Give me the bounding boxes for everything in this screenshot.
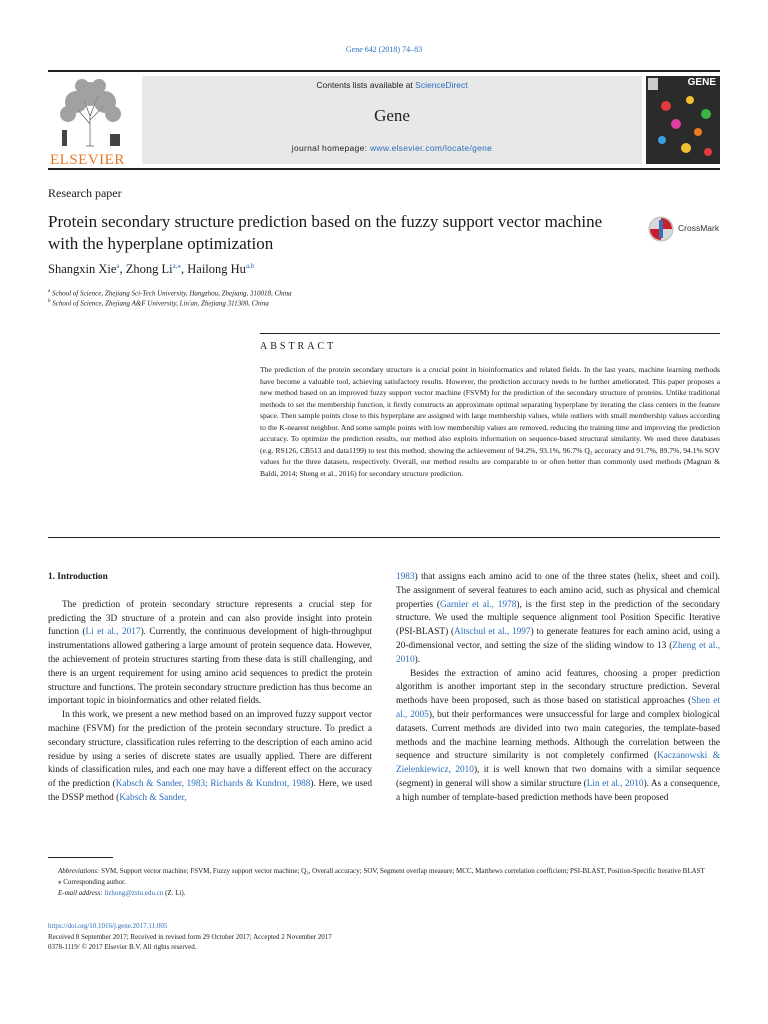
publication-info bbox=[48, 921, 720, 953]
intro-left-paragraphs bbox=[48, 599, 372, 806]
author[interactable]: Hailong Hu$^{a,b}$ bbox=[187, 262, 255, 277]
abstract-bottom-rule bbox=[48, 537, 720, 538]
abstract-text: The prediction of the protein secondary structure is a crucial point in bioinformatics and related fields. In the last years, machine learning methods have become a valuable tool, achieving satisfactory results. However, the prediction accuracy needs to be further ameliorated. This paper proposes a new method based on an improved fuzzy support vector machine (FSVM) for the prediction of the secondary structure of proteins. Unlike traditional methods to set the membership function, it firstly constructs an approximate optimal separating hyperplane by iterating the class centers in the feature space. Then sample points close to this hyperplane are assigned with large membership values, while outliers with small membership values according to the K-nearest neighbor. And some sample points with low membership values are removed, reducing the training time and improving the prediction accuracy. To optimize the prediction results, our method also exploits information on sequence-based structural similarity. We used three databases (e.g. RS126, CB513 and data1199) to test this method, showing the achievement of 94.2%, 93.1%, 96.7% Q₃ accuracy and 91.7%, 89.7%, 94.1% SOV values for the three datasets, respectively. Overall, our method results are comparable to or often better than commonly used methods (Magnan & Baldi, 2014; Sheng et al., 2016) for secondary structure prediction. bbox=[260, 365, 720, 478]
corresponding-footnote: ⁎ Corresponding author. bbox=[58, 878, 126, 886]
journal-homepage: journal homepage: www.elsevier.com/locate/gene bbox=[291, 143, 493, 153]
journal-masthead bbox=[48, 70, 720, 166]
reference-link[interactable]: Zheng et al., 2010 bbox=[396, 640, 720, 665]
section-heading: 1. Introduction bbox=[48, 572, 108, 582]
paragraph bbox=[396, 668, 720, 806]
paragraph-text: ). Here, we used the DSSP method ( bbox=[48, 779, 372, 803]
crossmark-icon bbox=[648, 214, 674, 244]
author[interactable]: Shangxin Xie$^a$ bbox=[48, 262, 120, 277]
reference-link[interactable]: Garnier et al., 1978 bbox=[440, 599, 517, 610]
abstract-section bbox=[260, 333, 720, 479]
abbreviations-footnote: Abbreviations: SVM, Support vector machine; FSVM, Fuzzy support vector machine; Q₃, Overall accuracy; SOV, Segment overlap measure; MCC, Matthews correlation coefficient; PSI-BLAST, Position-Specific Iterative BLAST bbox=[58, 867, 705, 875]
contents-line: Contents lists available at ScienceDirect bbox=[316, 80, 468, 90]
paragraph-text: ), is the first step in the prediction of the secondary structure. We used the multiple sequence alignment tool Position Specific Iterative (PSI-BLAST) ( bbox=[396, 599, 720, 638]
paragraph-text: ). Currently, the continuous development of high-throughput instrumentations allowed gathering a large amount of protein sequence data. However, the achievement of protein structures starting from these data is still challenging, and there is an urgent requirement for using amino acid sequences to predict the protein structure and functions. The protein secondary structure prediction has thus become an important topic in bioinformatics and other related fields. bbox=[48, 627, 372, 707]
paragraph bbox=[48, 709, 372, 806]
paragraph-text: ) that assigns each amino acid to one of the three states (helix, sheet and coil). The assignment of several features to each amino acid, such as physical and chemical properties ( bbox=[396, 572, 720, 610]
paragraph-text: The prediction of protein secondary structure represents a crucial step for predicting the 3D structure of a protein and can also provide insight into protein function ( bbox=[48, 599, 372, 638]
crossmark-label: CrossMark bbox=[678, 223, 720, 233]
masthead-bottom-rule bbox=[48, 168, 720, 170]
paragraph-text: Besides the extraction of amino acid features, choosing a proper prediction algorithm is another important step in the secondary structure prediction. Several methods have been proposed, such as those based on statistical approaches ( bbox=[396, 668, 720, 707]
body-column-right bbox=[396, 571, 720, 806]
affiliation: $^b$ School of Science, Zhejiang A&F University, Lin'an, Zhejiang 311300, China bbox=[48, 299, 269, 308]
article-title: Protein secondary structure prediction based on the fuzzy support vector machine with the hyperplane optimization bbox=[48, 212, 603, 253]
paragraph-text: ), it is well known that two domains with a similar sequence (segment) in general will show a similar structure ( bbox=[396, 765, 720, 789]
journal-name: Gene bbox=[374, 106, 410, 125]
received-dates: Received 8 September 2017; Received in revised form 29 October 2017; Accepted 2 November 2017 bbox=[48, 932, 332, 941]
abstract-heading: ABSTRACT bbox=[260, 341, 337, 352]
reference-link[interactable]: Li et al., 2017 bbox=[85, 627, 141, 638]
doi-link[interactable]: https://doi.org/10.1016/j.gene.2017.11.005 bbox=[48, 922, 168, 930]
paragraph-text: ) to generate features for each amino acid, using a 20-dimensional vector, and setting the size of the sliding window to 13 ( bbox=[396, 627, 720, 651]
journal-citation[interactable]: Gene 642 (2018) 74–83 bbox=[345, 45, 423, 54]
footnote-rule bbox=[48, 857, 113, 858]
reference-link[interactable]: Kaczanowski & Zielenkiewicz, 2010 bbox=[396, 751, 720, 776]
paragraph-text: ). As a consequence, a high number of template-based prediction methods have been proposed bbox=[396, 778, 721, 803]
reference-link[interactable]: 1983 bbox=[396, 572, 415, 582]
paragraph-text: ). bbox=[414, 654, 421, 665]
journal-cover-thumbnail[interactable] bbox=[646, 76, 720, 164]
reference-link[interactable]: Lin et al., 2010 bbox=[586, 778, 644, 789]
author-list: Shangxin Xie$^a$, Zhong $Li^{a,⁎}$, Hailong Hu$^{a,b}$ bbox=[48, 262, 255, 277]
paragraph-text: ), but their performances were unsuccessful for large and complex biological datasets. Current methods are divided into two main categories, the template-based methods and the machine learning methods. Although the correlation between the sequence and structure similarity is not completely confirmed ( bbox=[396, 709, 720, 762]
email-link[interactable]: lizhong@zstu.edu.cn bbox=[104, 889, 164, 897]
body-column-left bbox=[48, 571, 372, 806]
crossmark-badge[interactable] bbox=[648, 214, 728, 244]
reference-link[interactable]: Altschul et al., 1997 bbox=[454, 627, 531, 638]
paragraph bbox=[396, 571, 720, 668]
sciencedirect-link[interactable]: ScienceDirect bbox=[415, 80, 468, 90]
elsevier-wordmark: ELSEVIER bbox=[50, 152, 125, 168]
intro-right-paragraphs bbox=[396, 571, 720, 806]
reference-link[interactable]: Shen et al., 2005 bbox=[396, 696, 720, 720]
affiliation: $^a$ School of Science, Zhejiang Sci-Tech University, Hangzhou, Zhejiang, 310018, China bbox=[48, 289, 292, 298]
footnotes bbox=[48, 866, 720, 899]
cover-title: GENE bbox=[687, 77, 716, 88]
paragraph bbox=[48, 599, 372, 709]
paper-type: Research paper bbox=[48, 186, 122, 200]
homepage-link[interactable]: www.elsevier.com/locate/gene bbox=[369, 143, 493, 153]
paragraph-text: In this work, we present a new method based on an improved fuzzy support vector machine (FSVM) for the prediction of the protein secondary structure. To predict a secondary structure, classification rules referring to the description of each amino acid residue by using a series of discrete states are usually applied. There are different kinds of classification rules, and each one may have a different effect on the accuracy of the prediction ( bbox=[48, 710, 372, 790]
elsevier-tree-logo[interactable] bbox=[48, 76, 138, 166]
copyright: 0378-1119/ © 2017 Elsevier B.V. All rights reserved. bbox=[48, 943, 197, 951]
reference-link[interactable]: Kabsch & Sander, 1983; Richards & Kundrot, 1988 bbox=[115, 779, 311, 790]
email-footnote: E-mail address: lizhong@zstu.edu.cn (Z. Li). bbox=[58, 889, 186, 897]
author[interactable]: Zhong $Li^{a,⁎}$ bbox=[125, 262, 181, 277]
journal-header-box bbox=[142, 76, 642, 164]
reference-link[interactable]: Kabsch & Sander, bbox=[119, 792, 187, 803]
